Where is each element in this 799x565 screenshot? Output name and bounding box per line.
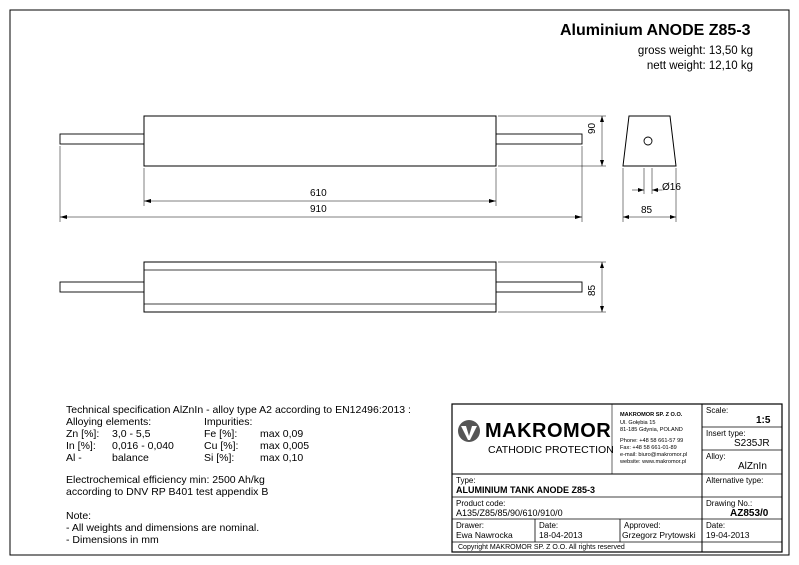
dim-label-90: 90: [587, 122, 598, 134]
front-view: [60, 116, 606, 166]
top-insert-right: [496, 282, 582, 292]
alloy-el: Zn [%]:: [66, 428, 100, 440]
top-anode-body: [144, 262, 496, 312]
approved-date-label: Date:: [706, 521, 726, 530]
scale-value: 1:5: [756, 415, 771, 426]
impurity-el: Si [%]:: [204, 452, 235, 464]
insert-value: S235JR: [734, 438, 770, 449]
drawer-label: Drawer:: [456, 521, 485, 530]
alloy-val: 0,016 - 0,040: [112, 440, 174, 452]
gross-weight: gross weight: 13,50 kg: [637, 45, 753, 57]
product-code-label: Product code:: [456, 499, 506, 508]
nett-weight: nett weight: 12,10 kg: [646, 60, 753, 72]
note-line-1: - All weights and dimensions are nominal.: [66, 522, 260, 534]
scale-label: Scale:: [706, 406, 729, 415]
alloy-val: 3,0 - 5,5: [112, 428, 151, 440]
alt-type-label: Alternative type:: [706, 476, 764, 485]
type-value: ALUMINIUM TANK ANODE Z85-3: [456, 485, 595, 495]
impurity-el: Cu [%]:: [204, 440, 239, 452]
impurity-val: max 0,005: [260, 440, 310, 452]
makromor-logo-mark: [458, 420, 480, 442]
spec-heading: Technical specification AlZnIn - alloy type A2 according to EN12496:2013 :: [66, 404, 411, 416]
approved-value: Grzegorz Prytowski: [622, 530, 696, 540]
impurity-el: Fe [%]:: [204, 428, 238, 440]
dim-label-hole: Ø16: [662, 182, 681, 193]
dim-label-610: 610: [310, 188, 327, 199]
alloy-val: balance: [112, 452, 149, 464]
company-address-1: Ul. Gołębia 15: [620, 420, 656, 426]
drawing-no-label: Drawing No.:: [706, 499, 753, 508]
alloy-el: Al -: [66, 452, 82, 464]
dim-label-85-top: 85: [587, 284, 598, 296]
front-anode-body: [144, 116, 496, 166]
logo-name: MAKROMOR: [485, 420, 612, 442]
alloying-title: Alloying elements:: [66, 416, 152, 428]
alloy-value: AlZnIn: [738, 461, 767, 472]
top-insert-left: [60, 282, 144, 292]
approved-label: Approved:: [624, 521, 661, 530]
impurities-title: Impurities:: [204, 416, 253, 428]
approved-date: 19-04-2013: [706, 530, 750, 540]
drawing-title: Aluminium ANODE Z85-3: [560, 22, 751, 39]
alloy-el: In [%]:: [66, 440, 96, 452]
dim-label-910: 910: [310, 204, 327, 215]
front-insert-left: [60, 134, 144, 144]
front-insert-right: [496, 134, 582, 144]
impurity-val: max 0,09: [260, 428, 304, 440]
drawer-date-label: Date:: [539, 521, 559, 530]
product-code-value: A135/Z85/85/90/610/910/0: [456, 508, 563, 518]
top-view: [60, 262, 606, 312]
type-label: Type:: [456, 476, 476, 485]
insert-label: Insert type:: [706, 429, 746, 438]
drawer-date: 18-04-2013: [539, 530, 583, 540]
note-title: Note:: [66, 510, 92, 522]
company-phone: Phone: +48 58 661-57 99: [620, 438, 684, 444]
alloy-label: Alloy:: [706, 452, 726, 461]
dim-label-85-end: 85: [641, 205, 653, 216]
note-line-2: - Dimensions in mm: [66, 534, 159, 546]
company-address-2: 81-185 Gdynia, POLAND: [620, 427, 683, 433]
logo-subtitle: CATHODIC PROTECTION: [488, 444, 614, 456]
drawer-value: Ewa Nawrocka: [456, 530, 513, 540]
drawing-no-value: AZ853/0: [730, 508, 769, 519]
dim-610: [144, 168, 496, 206]
efficiency-line-1: Electrochemical efficiency min: 2500 Ah/kg: [66, 474, 265, 486]
copyright: Copyright MAKROMOR SP. Z O.O. All rights reserved: [458, 544, 625, 551]
company-fax: Fax: +48 58 661-01-89: [620, 445, 677, 451]
company-website: website: www.makromor.pl: [620, 459, 687, 465]
end-hole: [644, 137, 652, 145]
company-email: e-mail: biuro@makromor.pl: [620, 452, 688, 458]
impurity-val: max 0,10: [260, 452, 304, 464]
efficiency-line-2: according to DNV RP B401 test appendix B: [66, 486, 269, 498]
company-name: MAKROMOR SP. Z O.O.: [620, 412, 683, 418]
